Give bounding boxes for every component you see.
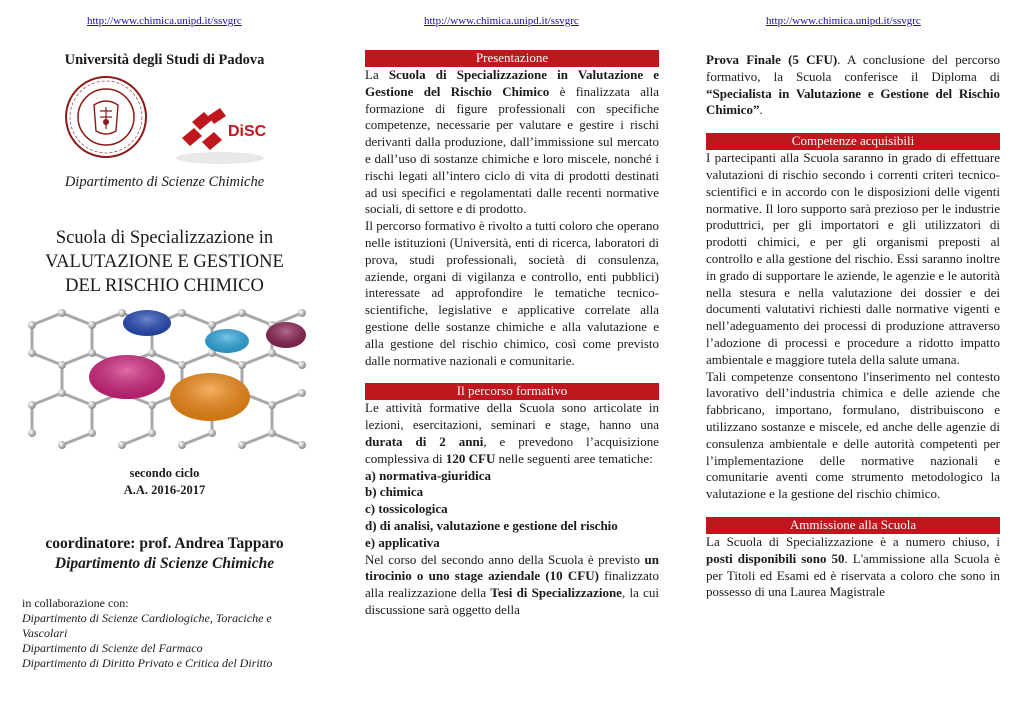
- area-item-tossicologica: c) tossicologica: [365, 501, 448, 517]
- section-header-ammissione: Ammissione alla Scuola: [706, 517, 1000, 534]
- university-seal-logo: [64, 75, 148, 159]
- area-item-chimica: b) chimica: [365, 484, 424, 500]
- molecule-powders-illustration: [22, 305, 312, 450]
- area-item-analisi: d) di analisi, valutazione e gestione del rischio: [365, 517, 618, 533]
- university-name: Università degli Studi di Padova: [64, 52, 265, 68]
- area-item-normativa: a) normativa-giuridica: [365, 467, 492, 483]
- competenze-paragraph-2: Tali competenze consentono l'inserimento nel contesto lavorativo dell’industria chimica e delle aziende che fabbricano, importano, formulano, distribuiscono e utilizzano sostanze e miscele, ed anche delle agenzie di consulenza ambientale e delle autorità competenti per l’implementazione delle normative nazionali e comunitarie aventi come strumento metodologico la valutazione e la gestione del rischio chimico.: [706, 368, 1000, 502]
- section-header-percorso: Il percorso formativo: [365, 383, 659, 400]
- disc-logo: [172, 102, 268, 166]
- collab-dept-farmaco: Dipartimento di Scienze del Farmaco: [22, 641, 203, 655]
- header-url-link[interactable]: http://www.chimica.unipd.it/ssvgrc: [424, 15, 579, 27]
- presentation-column: [365, 50, 659, 619]
- section-header-presentazione: Presentazione: [365, 50, 659, 67]
- collab-dept-cardiologiche: Dipartimento di Scienze Cardiologiche, Toraciche e Vascolari: [22, 611, 272, 640]
- school-title-line3: DEL RISCHIO CHIMICO: [65, 276, 264, 296]
- collab-intro: in collaborazione con:: [22, 596, 129, 610]
- prova-finale-paragraph: Prova Finale (5 CFU). A conclusione del percorso formativo, la Scuola conferisce il Diploma di “Specialista in Valutazione e Gestione del Rischio Chimico”.: [706, 52, 1000, 118]
- ammissione-paragraph: La Scuola di Specializzazione è a numero chiuso, i posti disponibili sono 50. L'ammissione alla Scuola è per Titoli ed Esami ed è riservata a coloro che sono in possesso di una Laurea Magistrale: [706, 533, 1000, 600]
- department-name: Dipartimento di Scienze Chimiche: [64, 174, 265, 190]
- school-title-line1: Scuola di Specializzazione in: [55, 228, 274, 248]
- academic-year: A.A. 2016-2017: [123, 483, 206, 497]
- school-title: [22, 226, 307, 298]
- school-title-line2: VALUTAZIONE E GESTIONE: [45, 252, 284, 272]
- section-header-competenze: Competenze acquisibili: [706, 133, 1000, 150]
- coordinator-name: coordinatore: prof. Andrea Tapparo: [45, 535, 284, 552]
- disc-logo-text: DiSC: [228, 123, 267, 140]
- competenze-paragraph-1: I partecipanti alla Scuola saranno in grado di effettuare valutazioni di rischio secondo i correnti criteri tecnico-scientifici e in accordo con le disposizioni delle vigenti normative. Il loro supporto sarà prezioso per le industrie produttrici, per gli importatori e gli utilizzatori di prodotti chimici, e per gli organismi preposti al controllo e alla gestione del rischio. Essi saranno inoltre in grado di supportare le aziende, le agenzie e le autorità nella stesura e nella valutazione dei dossier e dei documenti valutativi richiesti dalle normative vigenti e nell’adeguamento dei processi di produzione attraverso l’adozione di processi e procedure a ridotto impatto ambientale e maggiore tutela della salute umana.: [706, 150, 1000, 367]
- percorso-paragraph: Le attività formative della Scuola sono articolate in lezioni, esercitazioni, seminari e stage, hanno una durata di 2 anni, e prevedono l’acquisizione complessiva di 120 CFU nelle seguenti aree tematiche:: [365, 400, 659, 466]
- tirocinio-paragraph: Nel corso del secondo anno della Scuola è previsto un tirocinio o uno stage aziendale (10 CFU) finalizzato alla realizzazione della Tesi di Specializzazione, la cui discussione sarà oggetto della: [365, 551, 660, 617]
- competences-column: [706, 52, 1000, 601]
- cycle-label: secondo ciclo: [129, 466, 200, 480]
- coordinator-department: Dipartimento di Scienze Chimiche: [54, 555, 275, 572]
- area-item-applicativa: e) applicativa: [365, 534, 440, 550]
- cycle-info: [22, 465, 307, 499]
- header-url-link[interactable]: http://www.chimica.unipd.it/ssvgrc: [766, 15, 921, 27]
- collab-dept-diritto: Dipartimento di Diritto Privato e Critica del Diritto: [22, 656, 273, 670]
- presentation-paragraph-1: La Scuola di Specializzazione in Valutazione e Gestione del Rischio Chimico è finalizzata alla formazione di figure professionali con specifiche competenze, necessarie per valutare e gestire i rischi derivanti dalla produzione, dall’immissione sul mercato e dall’uso di sostanze chimiche e loro miscele, nonché i rischi legati all’intero ciclo di vita di prodotti destinati ad usi specifici e regolamentati dalle recenti normative sociali, di settore e di prodotto.: [365, 67, 659, 217]
- collaboration-block: [22, 596, 312, 671]
- header-url-link[interactable]: http://www.chimica.unipd.it/ssvgrc: [87, 15, 242, 27]
- presentation-paragraph-2: Il percorso formativo è rivolto a tutti coloro che operano nelle istituzioni (Università, enti di ricerca, laboratori di prova, studi professionali, società di consulenza, aziende, organi di vigilanza e controllo, enti pubblici) interessate ad approfondire le tematiche tecnico-scientifiche, legislative e applicative correlate alla gestione delle sostanze chimiche e alla valutazione e alla gestione del rischio chimico, così come previsto dalle normative nazionali e comunitarie.: [365, 218, 659, 368]
